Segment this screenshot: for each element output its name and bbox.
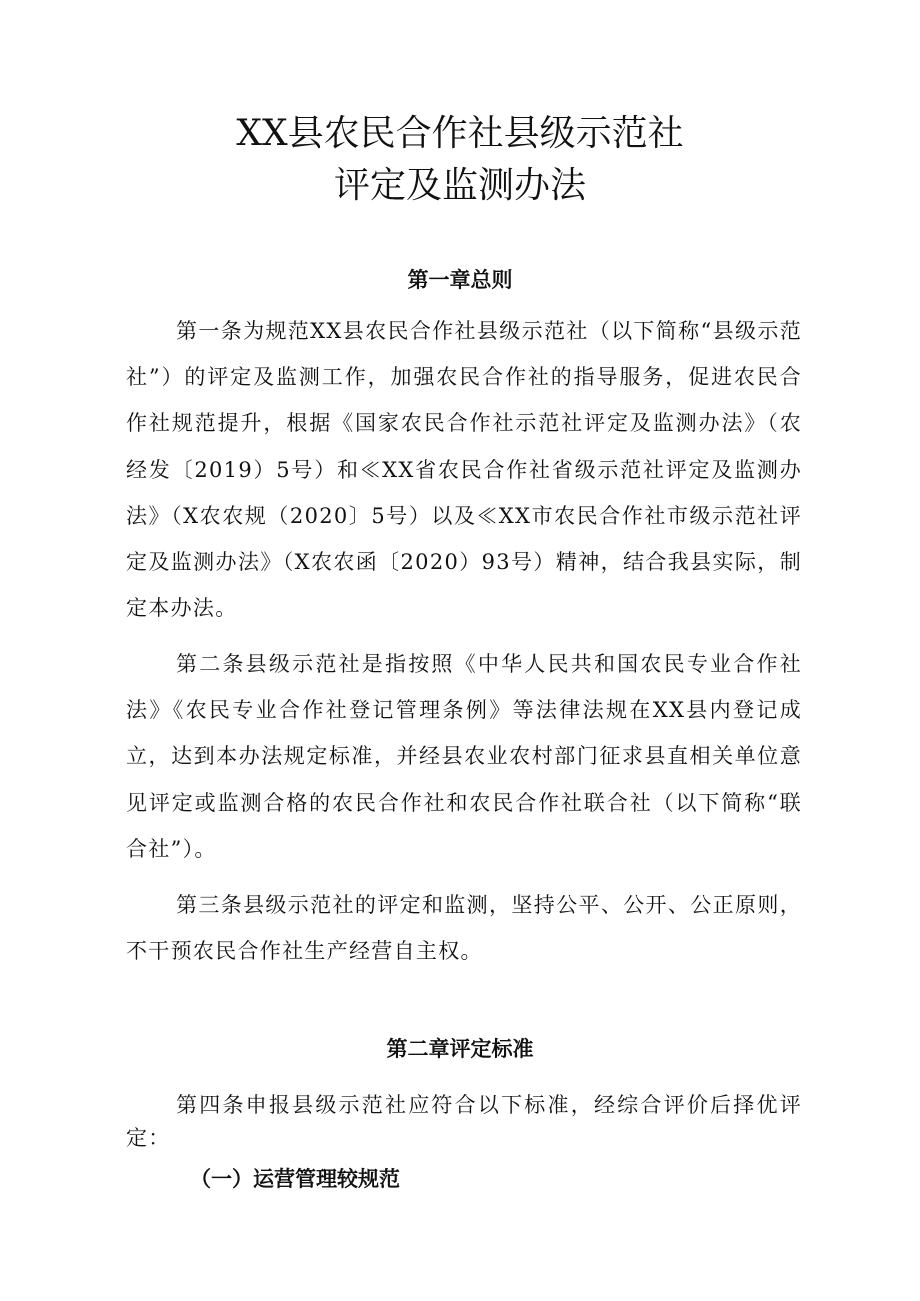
- article-1: 第一条为规范XX县农民合作社县级示范社（以下简称“县级示范社”）的评定及监测工作，加强农民合作社的指导服务，促进农民合作社规范提升，根据《国家农民合作社示范社评定及监测办法》（农经发〔2019）5号）和≪XX省农民合作社省级示范社评定及监测办法》（X农农规（2020〕5号）以及≪XX市农民合作社市级示范社评定及监测办法》（X农农函〔2020）93号）精神，结合我县实际，制定本办法。: [126, 319, 802, 621]
- article-2: 第二条县级示范社是指按照《中华人民共和国农民专业合作社法》《农民专业合作社登记管理条例》等法律法规在XX县内登记成立，达到本办法规定标准，并经县农业农村部门征求县直相关单位意见评定或监测合格的农民合作社和农民合作社联合社（以下简称“联合社”）。: [126, 652, 802, 861]
- article-4: 第四条申报县级示范社应符合以下标准，经综合评价后择优评定：: [126, 1093, 802, 1150]
- section-1-heading: （一）运营管理较规范: [190, 1166, 400, 1191]
- chapter-1-heading: 第一章总则: [407, 267, 513, 292]
- chapter-2-heading: 第二章评定标准: [386, 1036, 534, 1061]
- title-line-2: 评定及监测办法: [333, 165, 586, 206]
- document-title: [0, 108, 920, 212]
- article-3: 第三条县级示范社的评定和监测，坚持公平、公开、公正原则，不干预农民合作社生产经营自主权。: [126, 893, 802, 964]
- title-line-1: XX县农民合作社县级示范社: [236, 113, 684, 154]
